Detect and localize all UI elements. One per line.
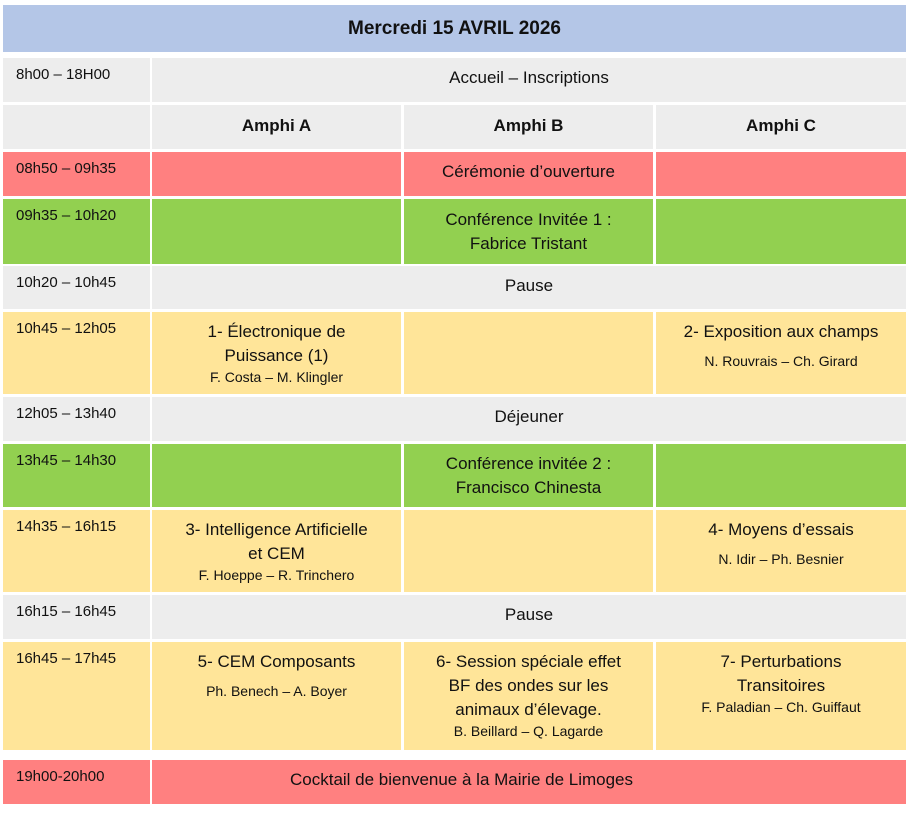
- conf2-cell: [404, 444, 653, 507]
- session-6-title-3: animaux d’élevage.: [455, 700, 602, 719]
- session-2: [656, 312, 906, 394]
- session-4: [656, 510, 906, 592]
- session-5-chairs: Ph. Benech – A. Boyer: [206, 683, 347, 699]
- session-6-chairs: B. Beillard – Q. Lagarde: [453, 723, 604, 739]
- s12-b: [404, 312, 653, 394]
- time-accueil: 8h00 – 18H00: [3, 58, 150, 102]
- time-conf2: 13h45 – 14h30: [3, 444, 150, 507]
- conf2-a: [152, 444, 401, 507]
- session-3-chairs: F. Hoeppe – R. Trinchero: [198, 567, 355, 583]
- session-1-chairs: F. Costa – M. Klingler: [209, 369, 344, 385]
- time-dejeuner: 12h05 – 13h40: [3, 397, 150, 441]
- dejeuner-cell: Déjeuner: [152, 397, 906, 441]
- session-7-chairs: F. Paladian – Ch. Guiffaut: [701, 699, 861, 715]
- conf2-speaker: Francisco Chinesta: [455, 478, 602, 497]
- session-4-title: 4- Moyens d’essais: [708, 520, 854, 539]
- conf1-c: [656, 199, 906, 264]
- session-2-title: 2- Exposition aux champs: [683, 322, 879, 341]
- session-1-title-1: 1- Électronique de: [207, 322, 346, 341]
- session-1-title-2: Puissance (1): [224, 346, 329, 365]
- session-3: [152, 510, 401, 592]
- ceremonie-cell: Cérémonie d’ouverture: [404, 152, 653, 196]
- session-4-chairs: N. Idir – Ph. Besnier: [718, 551, 844, 567]
- amphi-c-header: Amphi C: [656, 105, 906, 149]
- time-cocktail: 19h00-20h00: [3, 760, 150, 804]
- time-conf1: 09h35 – 10h20: [3, 199, 150, 264]
- session-7-title-2: Transitoires: [736, 676, 826, 695]
- session-6-title-1: 6- Session spéciale effet: [436, 652, 621, 671]
- amphi-b-header: Amphi B: [404, 105, 653, 149]
- day-title: Mercredi 15 AVRIL 2026: [3, 5, 906, 52]
- time-pause2: 16h15 – 16h45: [3, 595, 150, 639]
- ceremonie-c: [656, 152, 906, 196]
- session-5-title: 5- CEM Composants: [197, 652, 356, 671]
- session-3-title-2: et CEM: [248, 544, 305, 563]
- session-7: [656, 642, 906, 750]
- session-2-chairs: N. Rouvrais – Ch. Girard: [704, 353, 858, 369]
- ceremonie-a: [152, 152, 401, 196]
- session-6: [404, 642, 653, 750]
- session-6-title-2: BF des ondes sur les: [448, 676, 609, 695]
- conf1-cell: [404, 199, 653, 264]
- conf1-title: Conférence Invitée 1 :: [445, 210, 612, 229]
- conf2-c: [656, 444, 906, 507]
- s34-b: [404, 510, 653, 592]
- cocktail-cell: Cocktail de bienvenue à la Mairie de Limoges: [152, 760, 906, 804]
- session-3-title-1: 3- Intelligence Artificielle: [185, 520, 368, 539]
- time-pause1: 10h20 – 10h45: [3, 266, 150, 309]
- session-7-title-1: 7- Perturbations: [720, 652, 842, 671]
- conf1-a: [152, 199, 401, 264]
- time-ceremonie: 08h50 – 09h35: [3, 152, 150, 196]
- accueil-cell: Accueil – Inscriptions: [152, 58, 906, 102]
- conf2-title: Conférence invitée 2 :: [445, 454, 612, 473]
- time-empty: [3, 105, 150, 149]
- amphi-a-header: Amphi A: [152, 105, 401, 149]
- time-s12: 10h45 – 12h05: [3, 312, 150, 394]
- conf1-speaker: Fabrice Tristant: [469, 234, 588, 253]
- session-5: [152, 642, 401, 750]
- time-s34: 14h35 – 16h15: [3, 510, 150, 592]
- session-1: [152, 312, 401, 394]
- pause1-cell: Pause: [152, 266, 906, 309]
- time-s567: 16h45 – 17h45: [3, 642, 150, 750]
- pause2-cell: Pause: [152, 595, 906, 639]
